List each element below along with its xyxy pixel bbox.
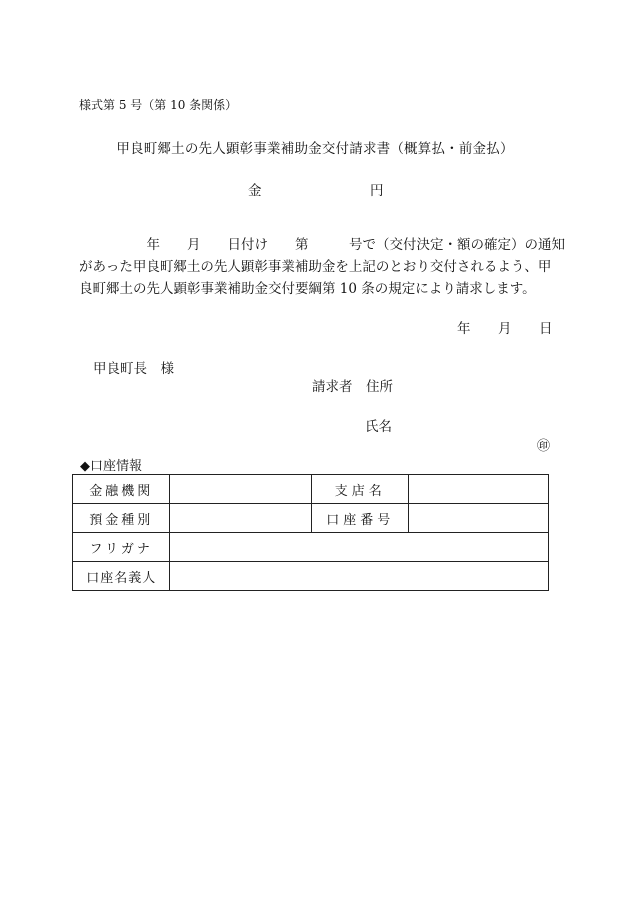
amount-yen-label: 円 [370, 183, 384, 199]
table-row [73, 504, 549, 533]
branch-name-field[interactable] [408, 475, 548, 504]
account-number-field[interactable] [408, 504, 548, 533]
table-row [73, 562, 549, 591]
bank-name-field[interactable] [170, 475, 312, 504]
request-body-line-1: 年 月 日付け 第 号で（交付決定・額の確定）の通知 [79, 237, 565, 253]
furigana-field[interactable] [170, 533, 549, 562]
request-body-line-3: 良町郷土の先人顕彰事業補助金交付要綱第 10 条の規定により請求します。 [79, 281, 536, 297]
furigana-label: フリガナ [73, 533, 170, 562]
bank-name-label: 金融機関 [73, 475, 170, 504]
seal-mark: ㊞ [537, 439, 551, 454]
deposit-type-label: 預金種別 [73, 504, 170, 533]
requester-address-label: 請求者 住所 [312, 379, 393, 395]
form-number: 様式第 5 号（第 10 条関係） [79, 98, 238, 112]
requester-name-label: 氏名 [365, 419, 392, 435]
account-number-label: 口座番号 [312, 504, 408, 533]
branch-name-label: 支店名 [312, 475, 408, 504]
addressee: 甲良町長 様 [93, 361, 174, 377]
table-row [73, 475, 549, 504]
account-holder-field[interactable] [170, 562, 549, 591]
date-year-label: 年 [457, 321, 471, 337]
account-holder-label: 口座名義人 [73, 562, 170, 591]
document-title: 甲良町郷土の先人顕彰事業補助金交付請求書（概算払・前金払） [116, 141, 514, 157]
amount-kin-label: 金 [248, 183, 262, 199]
request-body-line-2: があった甲良町郷土の先人顕彰事業補助金を上記のとおり交付されるよう、甲 [79, 259, 552, 275]
deposit-type-field[interactable] [170, 504, 312, 533]
date-day-label: 日 [539, 321, 553, 337]
account-info-table [72, 474, 549, 591]
date-month-label: 月 [498, 321, 512, 337]
account-info-heading: ◆口座情報 [80, 459, 142, 474]
table-row [73, 533, 549, 562]
